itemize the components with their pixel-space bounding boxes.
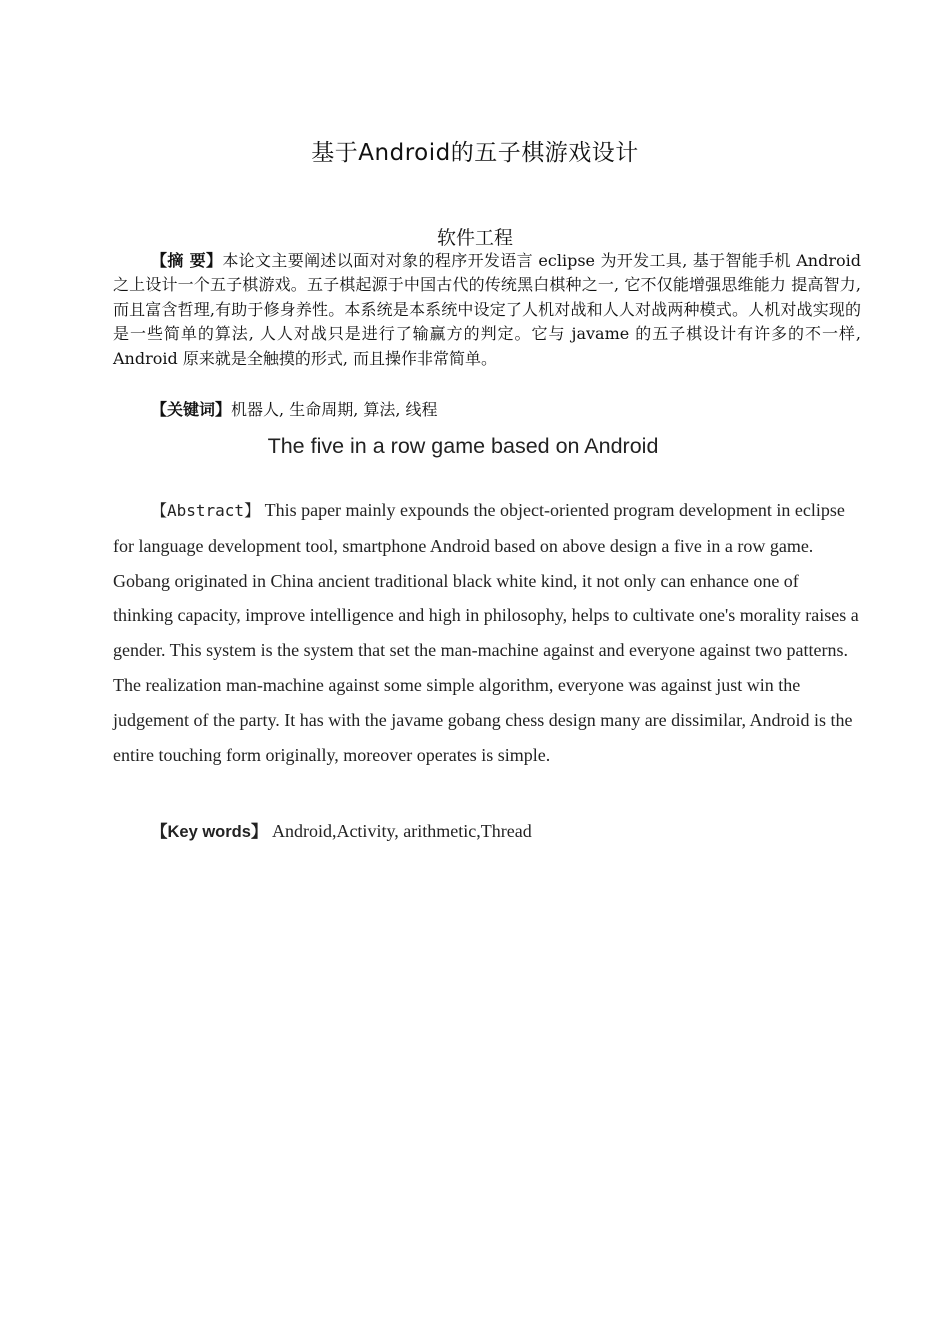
keywords-chinese: [151, 398, 438, 422]
abstract-english-label: 【Abstract】: [151, 501, 261, 520]
keywords-english-text: Android,Activity, arithmetic,Thread: [267, 821, 532, 841]
abstract-chinese: [113, 249, 861, 371]
keywords-chinese-label: 【关键词】: [151, 400, 232, 419]
paper-title-english: The five in a row game based on Android: [267, 434, 659, 458]
major-name: 软件工程: [436, 227, 513, 249]
abstract-english: [113, 493, 861, 772]
abstract-chinese-text: 本论文主要阐述以面对对象的程序开发语言 eclipse 为开发工具, 基于智能手机 Android 之上设计一个五子棋游戏。五子棋起源于中国古代的传统黑白棋种之一, 它不仅能增强思维能力 提高智力,而且富含哲理,有助于修身养性。本系统是本系统中设定了人机对战和人人对战两种模式。人机对战实现的是一些简单的算法, 人人对战只是进行了输赢方的判定。它与 javame 的五子棋设计有许多的不一样, Android 原来就是全触摸的形式, 而且操作非常简单。: [113, 251, 861, 368]
keywords-chinese-text: 机器人, 生命周期, 算法, 线程: [231, 400, 438, 419]
paper-title-chinese: 基于Android的五子棋游戏设计: [311, 140, 639, 166]
keywords-english-label: 【Key words】: [151, 823, 268, 841]
abstract-chinese-label: 【摘 要】: [151, 251, 223, 270]
abstract-english-text: This paper mainly expounds the object-oriented program development in eclipse for language development tool, smartphone Android based on above design a five in a row game. Gobang originated in China ancient traditional black white kind, it not only can enhance one of thinking capacity, improve intelligence and high in philosophy, helps to cultivate one's morality raises a gender. This system is the system that set the man-machine against and everyone against two patterns. The realization man-machine against some simple algorithm, everyone was against just win the judgement of the party. It has with the javame gobang chess design many are dissimilar, Android is the entire touching form originally, moreover operates is simple.: [113, 500, 859, 765]
keywords-english: [151, 816, 532, 847]
